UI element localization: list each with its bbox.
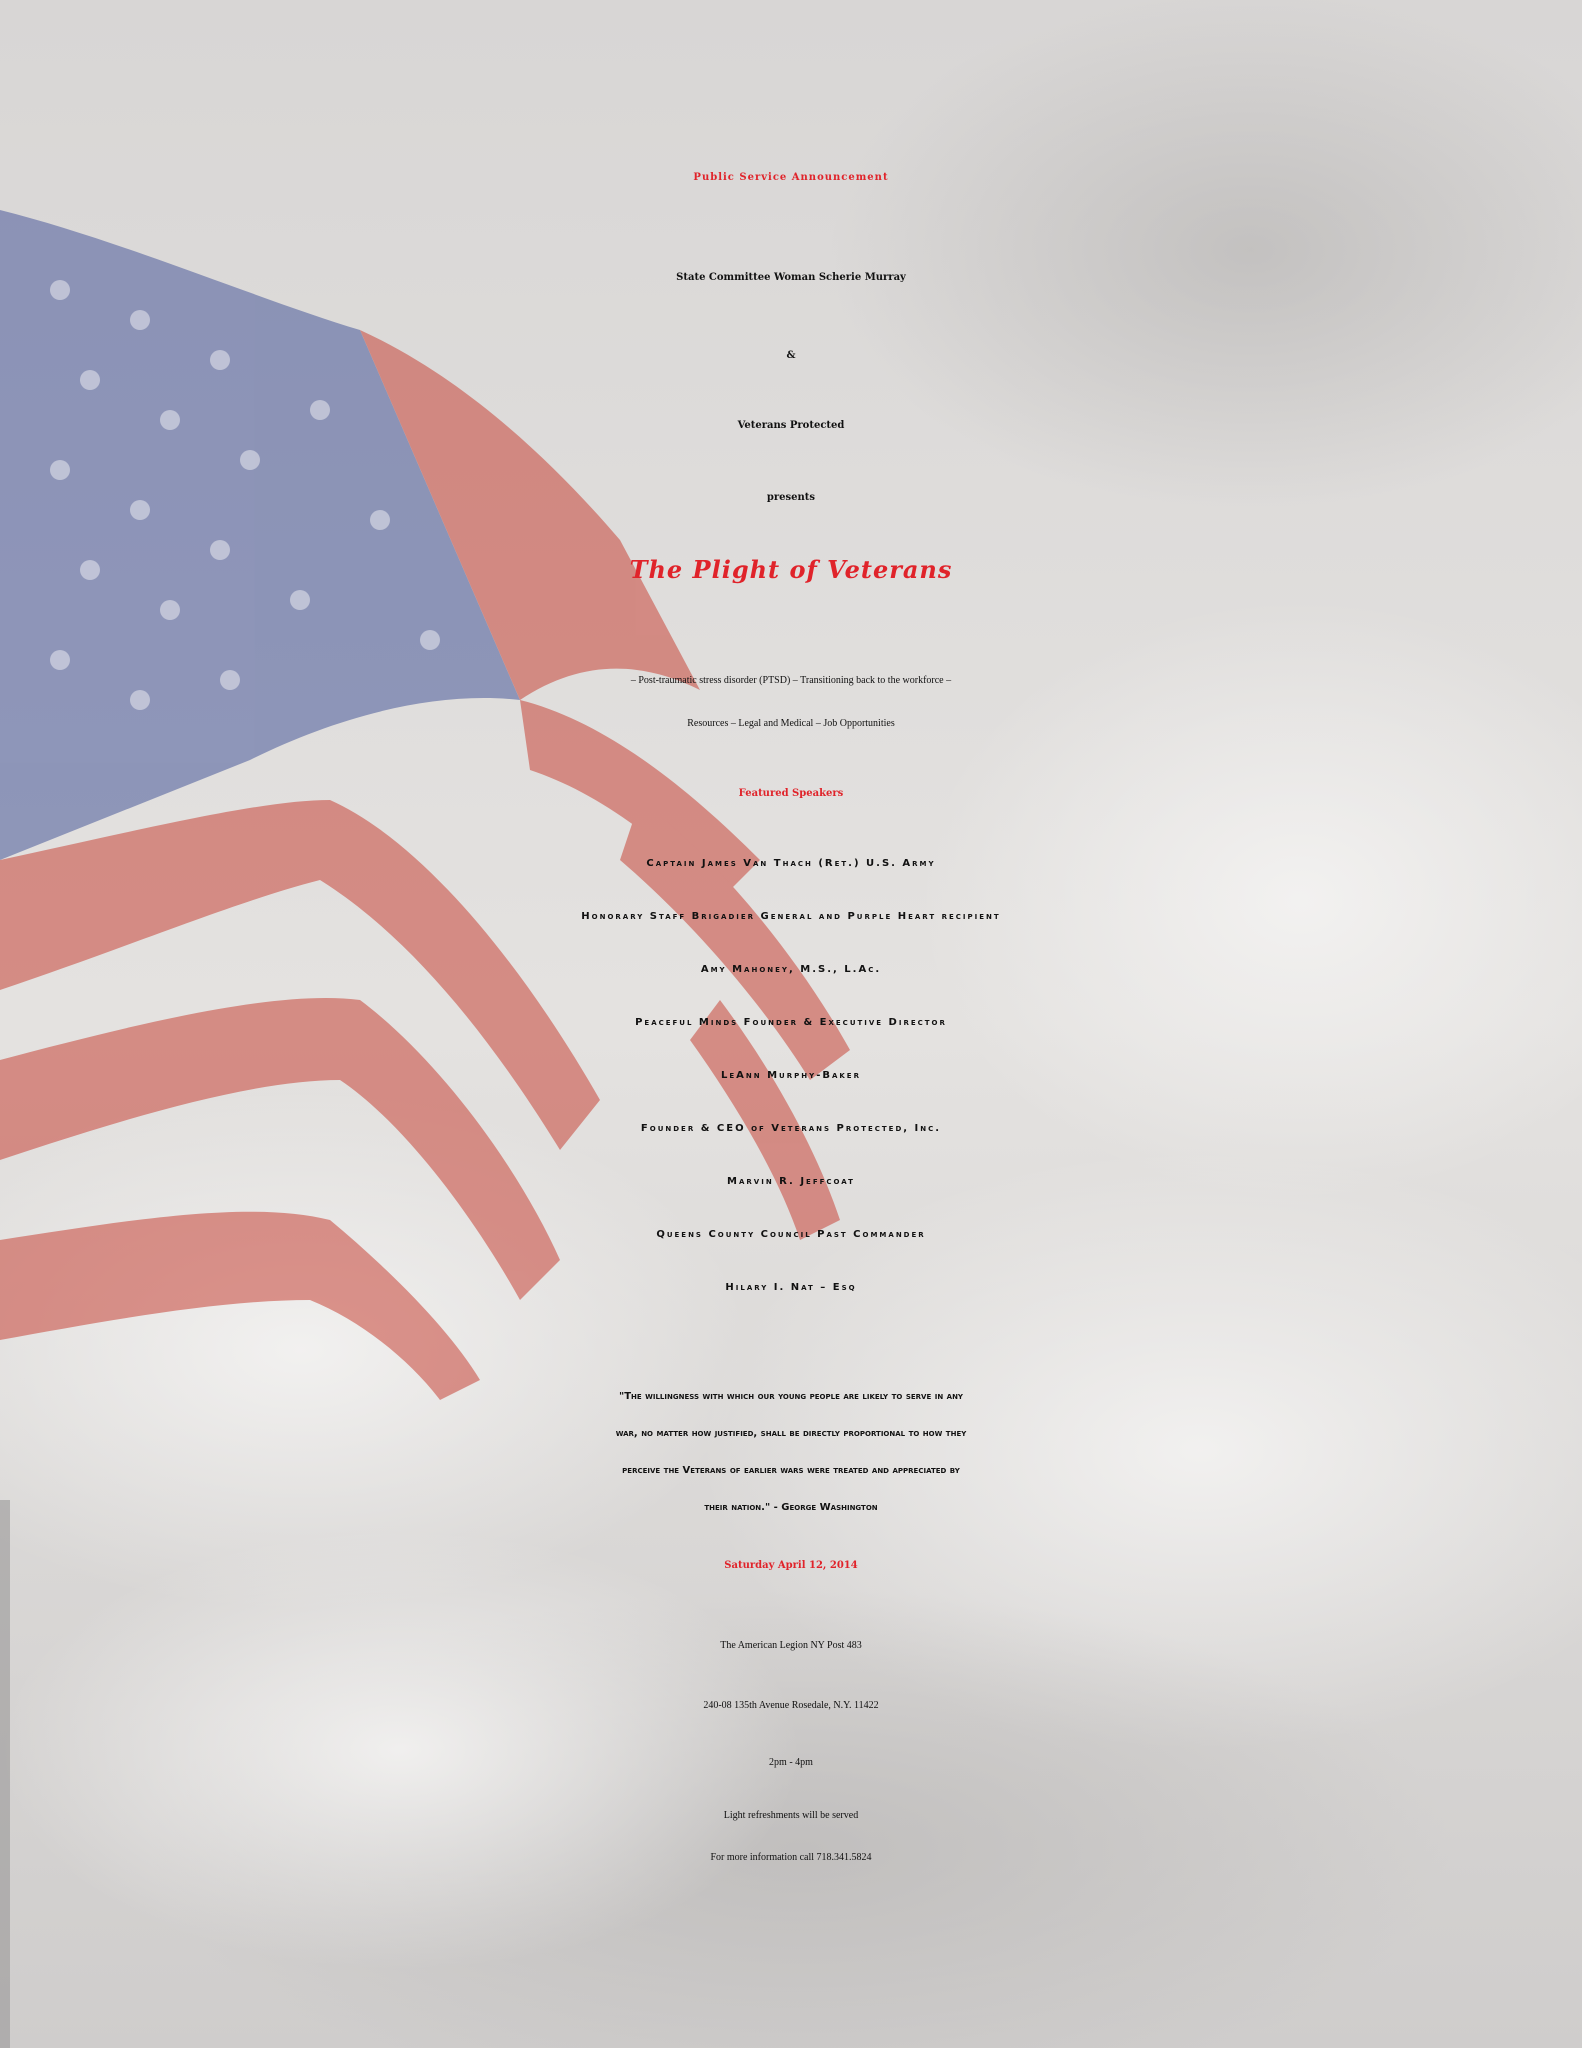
speaker-line: Hilary I. Nat – Esq [725, 1282, 857, 1293]
speaker-line: Queens County Council Past Commander [656, 1229, 926, 1240]
speaker-line: LeAnn Murphy-Baker [721, 1070, 861, 1081]
topics-line-2: Resources – Legal and Medical – Job Opportunities [687, 718, 895, 729]
presenter-line-2: Veterans Protected [737, 420, 845, 431]
speaker-line: Marvin R. Jeffcoat [727, 1176, 855, 1187]
speaker-line: Founder & CEO of Veterans Protected, Inc. [640, 1123, 942, 1134]
presents-label: presents [766, 492, 816, 503]
speaker-line: Honorary Staff Brigadier General and Purple Heart recipient [581, 911, 1001, 922]
event-venue: The American Legion NY Post 483 [720, 1640, 862, 1651]
quote-line: war, no matter how justified, shall be directly proportional to how they [615, 1428, 967, 1439]
quote-line: "The willingness with which our young people are likely to serve in any [618, 1391, 963, 1402]
event-title: The Plight of Veterans [629, 555, 953, 584]
quote-line: perceive the Veterans of earlier wars were treated and appreciated by [622, 1465, 960, 1476]
event-date: Saturday April 12, 2014 [724, 1560, 858, 1571]
featured-speakers-heading: Featured Speakers [738, 788, 844, 799]
presenter-line-1: State Committee Woman Scherie Murray [676, 272, 906, 283]
event-address: 240-08 135th Avenue Rosedale, N.Y. 11422 [703, 1700, 879, 1711]
event-time: 2pm - 4pm [769, 1757, 813, 1768]
speaker-line: Peaceful Minds Founder & Executive Director [635, 1017, 947, 1028]
speaker-line: Captain James Van Thach (Ret.) U.S. Army [646, 858, 936, 869]
refreshments-note: Light refreshments will be served [723, 1810, 859, 1821]
topics-line-1: – Post-traumatic stress disorder (PTSD) – Transitioning back to the workforce – [630, 675, 952, 686]
quote-line: their nation." - George Washington [704, 1502, 878, 1513]
psa-title: Public Service Announcement [693, 172, 889, 183]
ampersand: & [786, 350, 796, 361]
speaker-line: Amy Mahoney, M.S., L.Ac. [700, 964, 882, 975]
contact-info: For more information call 718.341.5824 [710, 1852, 872, 1863]
